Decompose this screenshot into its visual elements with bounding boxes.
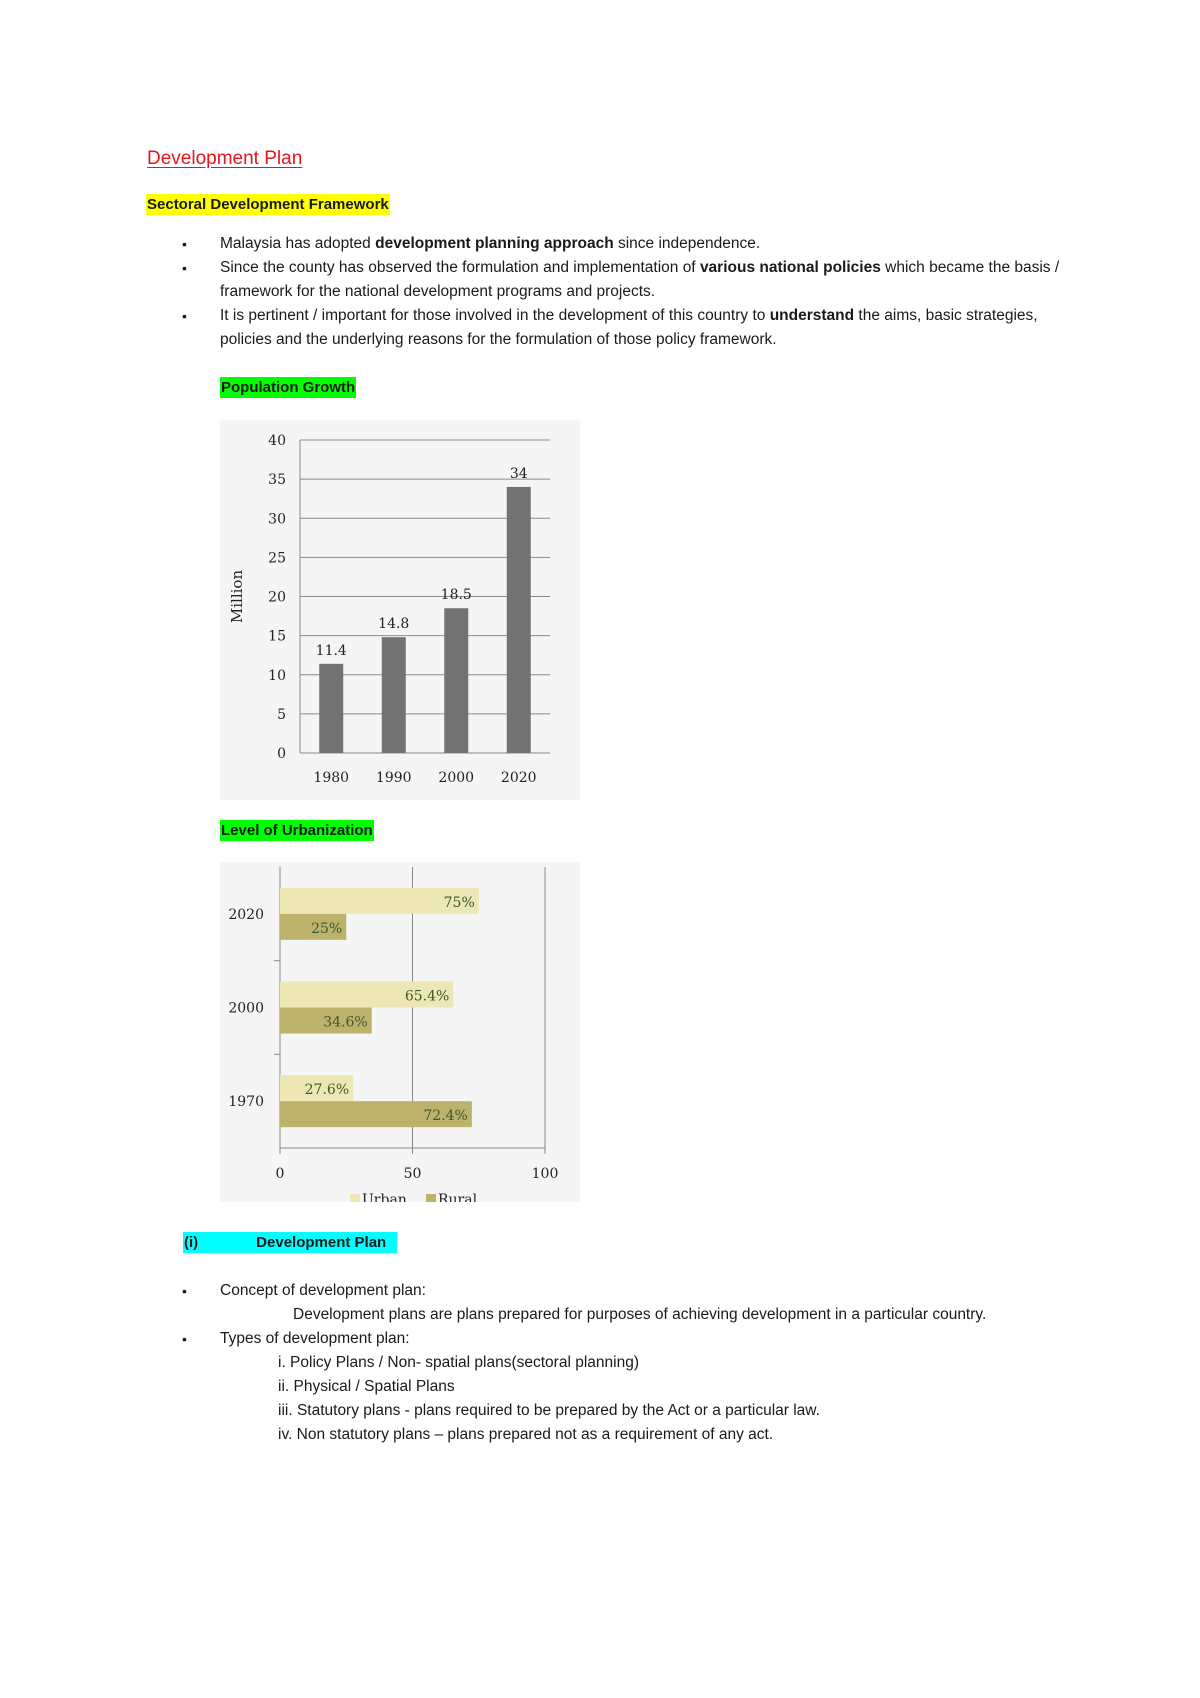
x-tick-label: 100 <box>531 1166 559 1182</box>
legend-swatch <box>350 1194 360 1202</box>
urbanization-chart <box>220 862 580 1207</box>
concept-definition: Development plans are plans prepared for purposes of achieving development in a particular country. <box>293 1306 987 1323</box>
framework-bullet-list <box>182 232 1060 352</box>
y-tick-label: 30 <box>268 511 286 528</box>
x-tick-label: 50 <box>403 1166 422 1182</box>
y-tick-label: 2000 <box>228 1000 264 1017</box>
bar <box>507 487 531 753</box>
population-growth-heading: Population Growth <box>221 379 356 396</box>
data-label: 27.6% <box>304 1082 350 1099</box>
data-label: 34.6% <box>323 1014 368 1031</box>
list-item: • Types of development plan: <box>220 1327 1100 1351</box>
plan-type-item: iii. Statutory plans - plans required to be prepared by the Act or a particular law. <box>278 1402 820 1419</box>
y-tick-label: 1970 <box>228 1094 264 1111</box>
legend-label: Rural <box>438 1192 478 1202</box>
list-item: • Since the county has observed the formulation and implementation of various national policies which became the basis / framework for the national development programs and projects. <box>220 256 1060 304</box>
page-title: Development Plan <box>147 148 303 169</box>
population-chart-svg <box>220 420 580 800</box>
y-tick-label: 5 <box>277 706 286 723</box>
bullet-icon: • <box>182 1331 187 1347</box>
plan-type-item: ii. Physical / Spatial Plans <box>278 1378 455 1395</box>
population-chart <box>220 420 580 805</box>
data-label: 75% <box>443 894 475 911</box>
urbanization-chart-svg <box>220 862 580 1202</box>
y-tick-label: 40 <box>268 433 286 449</box>
section-number: (i) <box>184 1234 199 1251</box>
bar <box>382 637 406 753</box>
y-tick-label: 20 <box>268 589 286 606</box>
development-plan-heading <box>183 1232 397 1253</box>
types-bullet-list <box>182 1327 1100 1351</box>
data-label: 18.5 <box>440 587 472 604</box>
data-label: 65.4% <box>404 988 450 1005</box>
data-label: 72.4% <box>423 1108 468 1125</box>
plan-type-item: i. Policy Plans / Non- spatial plans(sectoral planning) <box>278 1354 639 1371</box>
x-tick-label: 2020 <box>500 770 537 786</box>
data-label: 25% <box>311 920 343 937</box>
y-tick-label: 10 <box>268 667 286 684</box>
data-label: 14.8 <box>378 616 410 633</box>
list-item: • Malaysia has adopted development planning approach since independence. <box>220 232 1060 256</box>
legend-label: Urban <box>362 1192 407 1202</box>
bullet-icon: • <box>182 236 187 252</box>
urbanization-heading: Level of Urbanization <box>221 822 373 839</box>
bullet-icon: • <box>182 260 187 276</box>
plan-type-item: iv. Non statutory plans – plans prepared not as a requirement of any act. <box>278 1426 774 1443</box>
x-tick-label: 0 <box>275 1166 285 1182</box>
section-heading-text: Development Plan <box>256 1234 387 1251</box>
bullet-icon: • <box>182 308 187 324</box>
list-item: • It is pertinent / important for those involved in the development of this country to understand the aims, basic strategies, policies and the underlying reasons for the formulation of those policy framework. <box>220 304 1060 352</box>
y-tick-label: 0 <box>277 746 286 762</box>
list-item: • Concept of development plan: <box>220 1279 1100 1303</box>
bar <box>319 664 343 753</box>
legend-swatch <box>426 1194 436 1202</box>
y-tick-label: 35 <box>268 472 286 489</box>
bullet-icon: • <box>182 1283 187 1299</box>
bar <box>444 608 468 753</box>
sectoral-framework-heading: Sectoral Development Framework <box>147 196 389 213</box>
y-tick-label: 2020 <box>228 906 264 923</box>
data-label: 11.4 <box>315 642 347 659</box>
x-tick-label: 1990 <box>375 770 412 786</box>
y-axis-label: Million <box>228 569 246 624</box>
y-tick-label: 25 <box>268 550 286 567</box>
y-tick-label: 15 <box>268 628 286 645</box>
x-tick-label: 1980 <box>313 770 350 786</box>
development-plan-bullet-list <box>182 1279 1100 1303</box>
data-label: 34 <box>509 465 528 482</box>
x-tick-label: 2000 <box>438 770 475 786</box>
